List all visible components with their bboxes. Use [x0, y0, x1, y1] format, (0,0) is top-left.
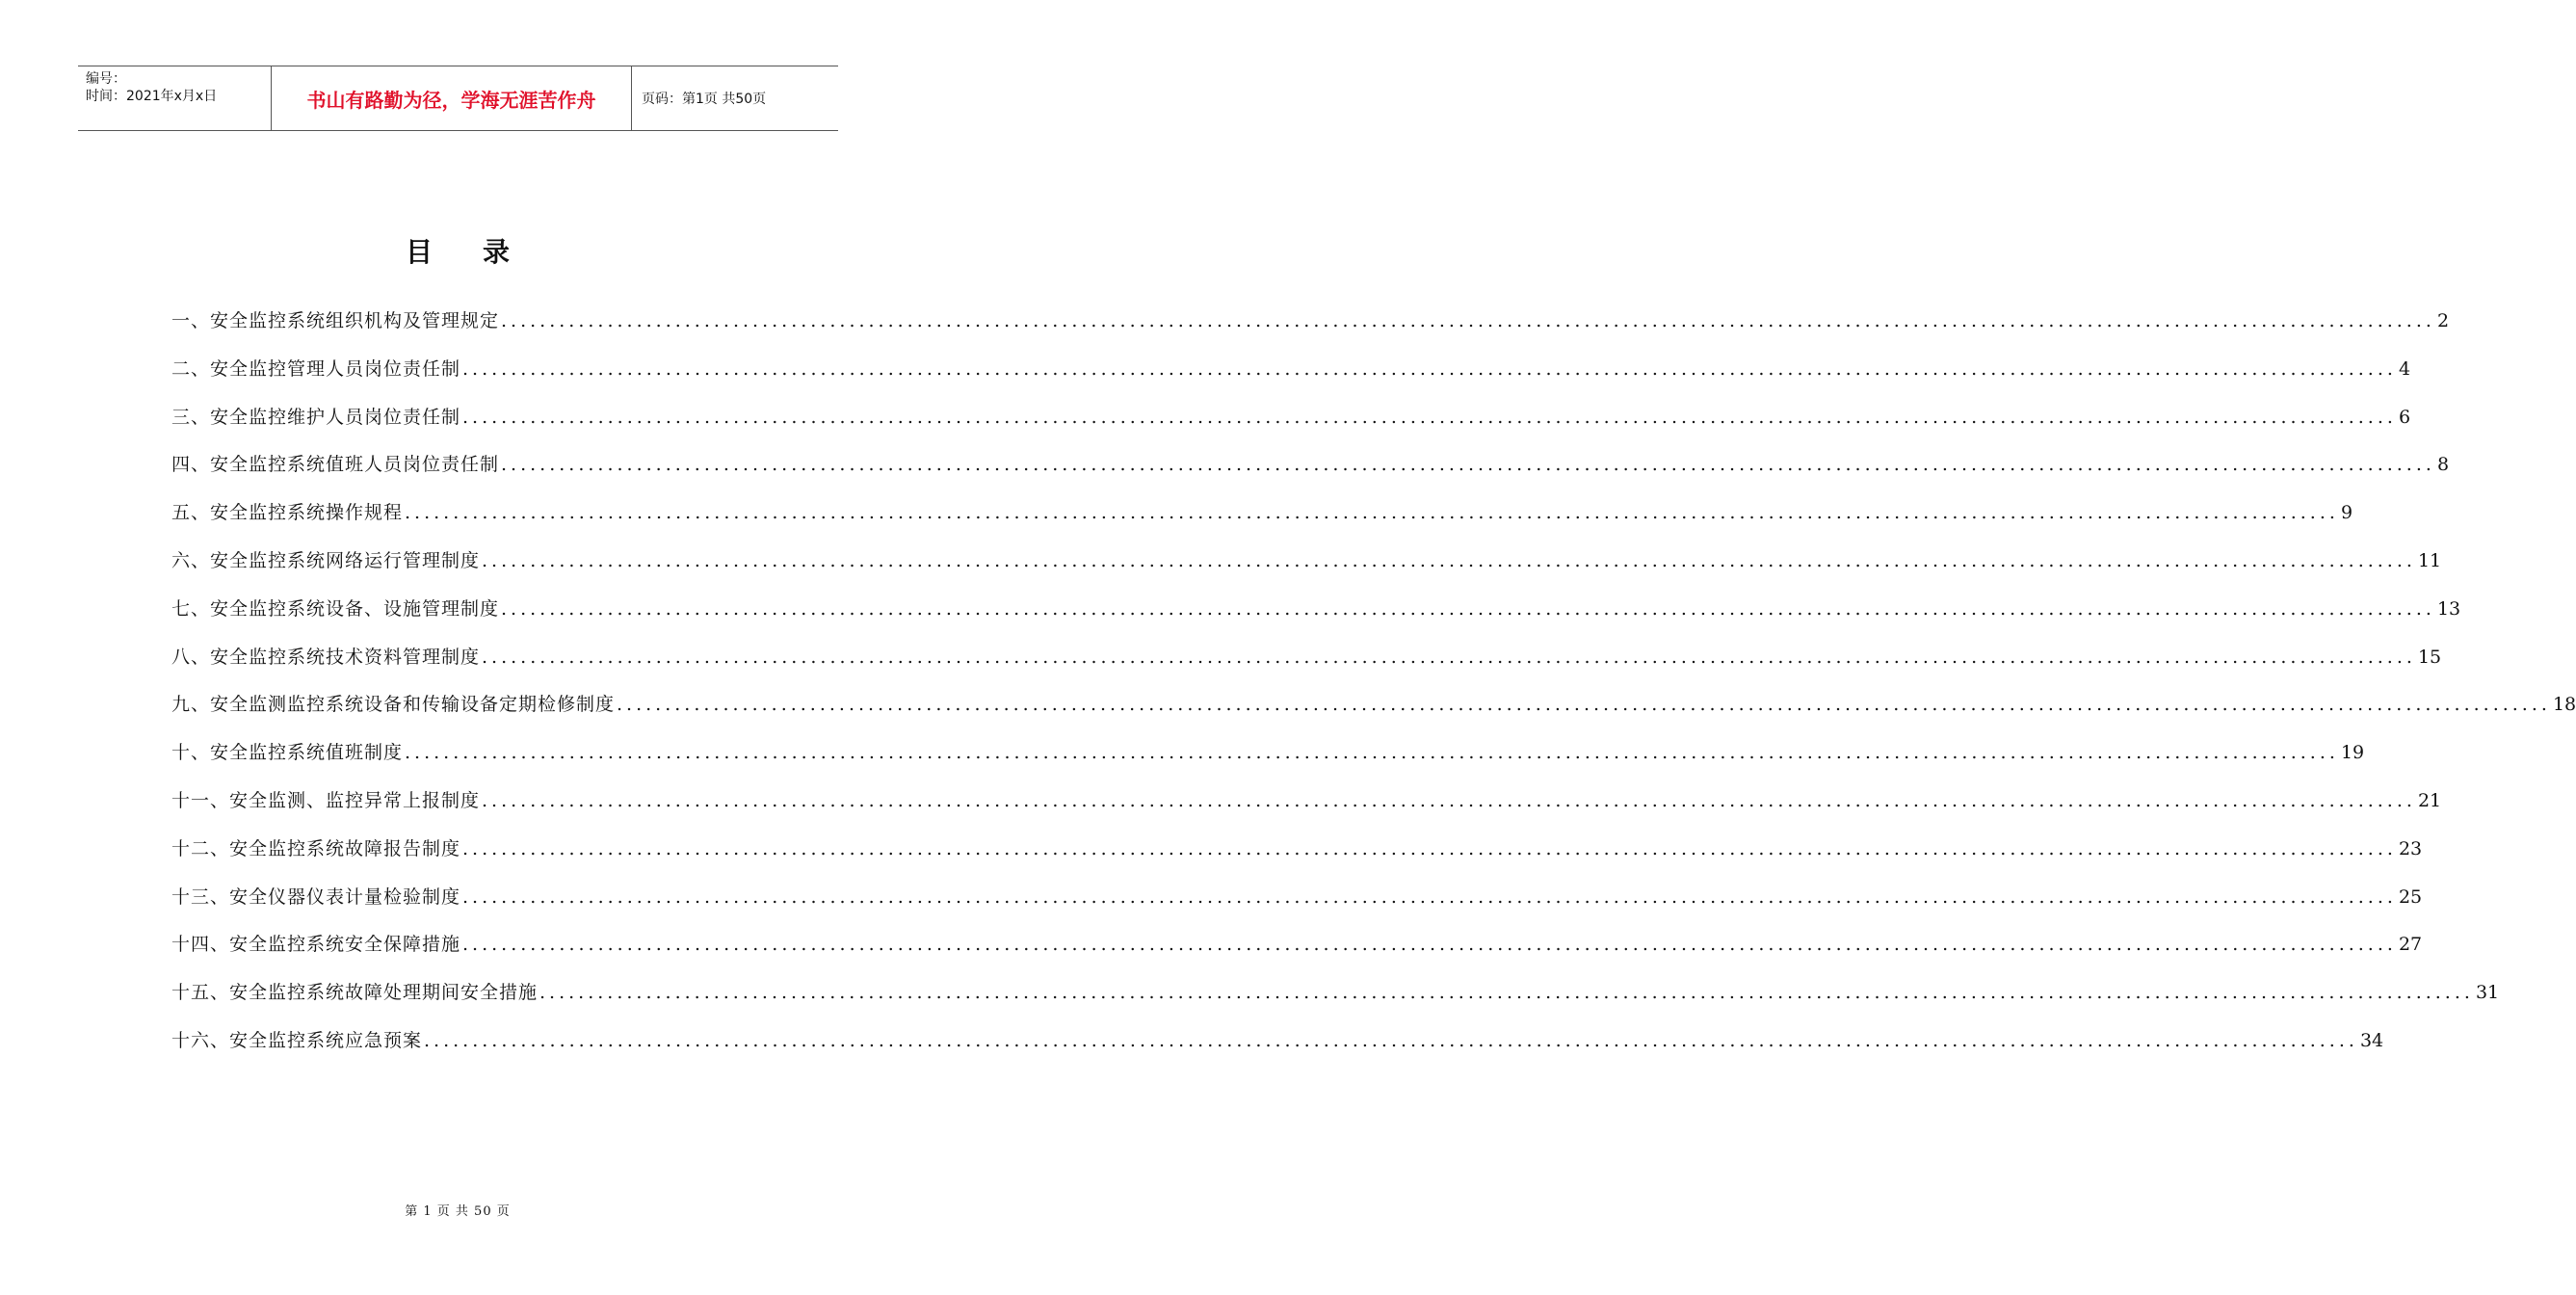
toc-entry-page: 31	[2475, 982, 2500, 1004]
toc-entry-page: 27	[2398, 934, 2423, 956]
toc-entry[interactable]	[171, 930, 2423, 978]
toc-entry[interactable]	[171, 738, 2365, 786]
toc-entry-label: 十四、安全监控系统安全保障措施	[171, 934, 461, 956]
toc-entry[interactable]	[171, 450, 2450, 498]
document-time-label: 时间：2021年x月x日	[86, 89, 218, 104]
toc-entry[interactable]	[171, 834, 2423, 883]
toc-leader-dots: ........................................................................................................................................................................................................	[462, 837, 2397, 859]
toc-leader-dots: ........................................................................................................................................................................................................	[462, 357, 2397, 380]
toc-entry[interactable]	[171, 786, 2442, 834]
toc-leader-dots: ........................................................................................................................................................................................................	[482, 549, 2416, 571]
toc-entry-page: 18	[2552, 694, 2576, 716]
page-header	[78, 66, 838, 131]
toc-entry-page: 9	[2340, 502, 2353, 524]
toc-title: 目录	[405, 236, 560, 268]
toc-entry[interactable]	[171, 978, 2500, 1026]
toc-entry-label: 十、安全监控系统值班制度	[171, 742, 404, 764]
toc-leader-dots: ........................................................................................................................................................................................................	[424, 1029, 2358, 1051]
toc-entry[interactable]	[171, 498, 2353, 546]
toc-entry-label: 十二、安全监控系统故障报告制度	[171, 837, 461, 859]
toc-entry-page: 19	[2340, 742, 2365, 764]
toc-entry[interactable]	[171, 595, 2461, 643]
toc-leader-dots: ........................................................................................................................................................................................................	[462, 885, 2397, 908]
toc-entry-label: 六、安全监控系统网络运行管理制度	[171, 549, 481, 571]
toc-entry[interactable]	[171, 306, 2450, 355]
toc-entry-label: 十三、安全仪器仪表计量检验制度	[171, 885, 461, 908]
toc-entry[interactable]	[171, 546, 2442, 595]
toc-leader-dots: ........................................................................................................................................................................................................	[482, 646, 2416, 668]
toc-leader-dots: ........................................................................................................................................................................................................	[501, 597, 2435, 620]
toc-leader-dots: ........................................................................................................................................................................................................	[405, 502, 2339, 524]
toc-leader-dots: ........................................................................................................................................................................................................	[482, 789, 2416, 811]
toc-leader-dots: ........................................................................................................................................................................................................	[539, 982, 2474, 1004]
toc-entry-page: 21	[2417, 789, 2442, 811]
toc-entry-page: 15	[2417, 646, 2442, 668]
toc-entry[interactable]	[171, 883, 2423, 931]
page-footer: 第 1 页 共 50 页	[405, 1204, 511, 1219]
header-slogan: 书山有路勤为径，学海无涯苦作舟	[272, 66, 632, 130]
header-page-info: 页码：第1页 共50页	[642, 92, 767, 107]
toc-leader-dots: ........................................................................................................................................................................................................	[462, 406, 2397, 428]
toc-entry-page: 11	[2417, 549, 2442, 571]
toc-entry-label: 三、安全监控维护人员岗位责任制	[171, 406, 461, 428]
toc-entry-label: 十五、安全监控系统故障处理期间安全措施	[171, 982, 539, 1004]
toc-entry-label: 四、安全监控系统值班人员岗位责任制	[171, 454, 500, 476]
toc-entry-page: 23	[2398, 837, 2423, 859]
toc-entry-label: 五、安全监控系统操作规程	[171, 502, 404, 524]
toc-entry-page: 8	[2436, 454, 2450, 476]
toc-entry-label: 八、安全监控系统技术资料管理制度	[171, 646, 481, 668]
toc-entry-page: 13	[2436, 597, 2461, 620]
document-number-label: 编号：	[86, 71, 126, 87]
toc-entry-label: 七、安全监控系统设备、设施管理制度	[171, 597, 500, 620]
toc-entry-label: 十一、安全监测、监控异常上报制度	[171, 789, 481, 811]
header-meta	[78, 66, 272, 130]
table-of-contents	[171, 306, 2576, 1074]
toc-entry-label: 二、安全监控管理人员岗位责任制	[171, 357, 461, 380]
toc-leader-dots: ........................................................................................................................................................................................................	[501, 454, 2435, 476]
toc-entry-page: 4	[2398, 357, 2411, 380]
toc-entry-page: 34	[2359, 1029, 2384, 1051]
toc-entry[interactable]	[171, 355, 2411, 403]
toc-leader-dots: ........................................................................................................................................................................................................	[462, 934, 2397, 956]
toc-entry-label: 一、安全监控系统组织机构及管理规定	[171, 310, 500, 331]
toc-leader-dots: ........................................................................................................................................................................................................	[617, 694, 2551, 716]
toc-leader-dots: ........................................................................................................................................................................................................	[405, 742, 2339, 764]
toc-entry-page: 2	[2436, 310, 2450, 331]
toc-entry-label: 十六、安全监控系统应急预案	[171, 1029, 423, 1051]
toc-entry[interactable]	[171, 690, 2576, 738]
toc-entry-label: 九、安全监测监控系统设备和传输设备定期检修制度	[171, 694, 616, 716]
toc-entry-page: 6	[2398, 406, 2411, 428]
toc-entry[interactable]	[171, 403, 2411, 451]
toc-entry[interactable]	[171, 1026, 2384, 1074]
toc-entry-page: 25	[2398, 885, 2423, 908]
toc-entry[interactable]	[171, 643, 2442, 691]
toc-leader-dots: ........................................................................................................................................................................................................	[501, 310, 2435, 331]
